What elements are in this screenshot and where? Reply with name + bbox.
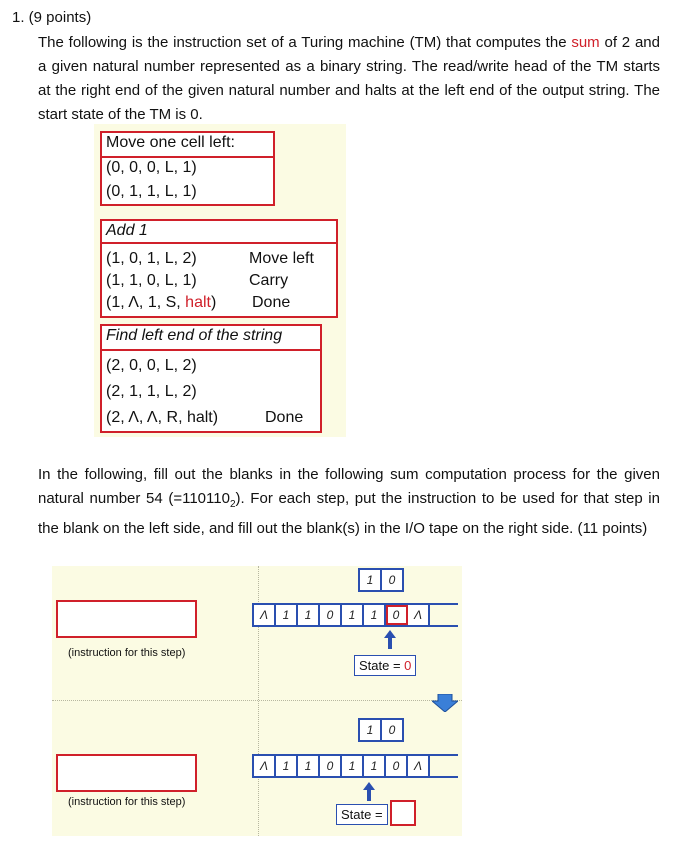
add-one-title: Add 1 bbox=[100, 219, 338, 244]
head-arrow-icon bbox=[383, 630, 397, 650]
find-left-note-3: Done bbox=[265, 409, 304, 426]
step-1-tape bbox=[252, 603, 430, 627]
tape-cell: 1 bbox=[298, 756, 320, 776]
add-one-line-2: (1, 1, 0, L, 1) bbox=[106, 272, 197, 289]
tape-cell: 1 bbox=[276, 756, 298, 776]
step-1-caption: (instruction for this step) bbox=[68, 647, 186, 659]
step-2-state-blank[interactable] bbox=[390, 800, 416, 826]
step-2-tape bbox=[252, 754, 430, 778]
add-one-note-1: Move left bbox=[249, 250, 314, 267]
find-left-title: Find left end of the string bbox=[100, 324, 322, 351]
step-divider bbox=[52, 700, 462, 701]
head-arrow-icon bbox=[362, 782, 376, 802]
find-left-line-3: (2, Λ, Λ, R, halt) bbox=[106, 409, 219, 426]
tape-cell: Λ bbox=[254, 605, 276, 625]
tape-cell: 0 bbox=[320, 605, 342, 625]
tape-tail bbox=[428, 754, 458, 778]
addend-cell: 0 bbox=[382, 570, 404, 590]
add-one-note-2: Carry bbox=[249, 272, 289, 289]
question-number: 1. (9 points) bbox=[12, 9, 92, 26]
step-1-instruction-blank[interactable] bbox=[56, 600, 197, 638]
tape-cell: 1 bbox=[298, 605, 320, 625]
intro-text-b: of 2 and a given natural number represented as a binary string. The read/write head of the TM starts at the right end of the given natural number and halts at the left end of the output string. The start state of the TM is 0. bbox=[38, 34, 660, 123]
tape-cell: 0 bbox=[386, 756, 408, 776]
tape-cell: Λ bbox=[254, 756, 276, 776]
tape-cell: 0 bbox=[320, 756, 342, 776]
addend-cell: 1 bbox=[360, 720, 382, 740]
step-2-instruction-blank[interactable] bbox=[56, 754, 197, 792]
step-2-addend bbox=[358, 718, 404, 742]
tape-cell: 1 bbox=[364, 605, 386, 625]
tape-cell: 1 bbox=[364, 756, 386, 776]
tape-cell: 1 bbox=[276, 605, 298, 625]
step-1-addend bbox=[358, 568, 404, 592]
find-left-line-1: (2, 0, 0, L, 2) bbox=[106, 357, 197, 374]
tape-cell: 1 bbox=[342, 605, 364, 625]
step-1-state: State = 0 bbox=[354, 655, 416, 676]
tape-cell: Λ bbox=[408, 605, 430, 625]
intro-text-a: The following is the instruction set of a Turing machine (TM) that computes the bbox=[38, 34, 572, 51]
addend-cell: 1 bbox=[360, 570, 382, 590]
move-left-line-1: (0, 0, 0, L, 1) bbox=[106, 159, 197, 176]
tape-cell: 1 bbox=[342, 756, 364, 776]
intro-sum-word: sum bbox=[571, 34, 600, 51]
task-instructions: In the following, fill out the blanks in the following sum computation process for the given natural number 54 $(=110110_2)$. For each step, put the instruction to be used for that step in the blank on the left side, and fill out the blank(s) in the I/O tape on the right side. (11 points) bbox=[38, 466, 660, 537]
tape-cell: Λ bbox=[408, 756, 430, 776]
instruction-set-panel bbox=[94, 124, 346, 437]
addend-cell: 0 bbox=[382, 720, 404, 740]
next-step-arrow-icon bbox=[432, 694, 458, 712]
question-intro bbox=[38, 31, 660, 127]
add-one-line-1: (1, 0, 1, L, 2) bbox=[106, 250, 197, 267]
tape-tail bbox=[428, 603, 458, 627]
step-2-state: State = bbox=[336, 804, 388, 825]
add-one-note-3: Done bbox=[252, 294, 291, 311]
move-left-title: Move one cell left: bbox=[100, 131, 275, 158]
find-left-line-2: (2, 1, 1, L, 2) bbox=[106, 383, 197, 400]
move-left-line-2: (0, 1, 1, L, 1) bbox=[106, 183, 197, 200]
tape-cell-head: 0 bbox=[386, 605, 408, 625]
add-one-line-3: (1, Λ, 1, S, halt) bbox=[106, 294, 217, 311]
step-2-caption: (instruction for this step) bbox=[68, 796, 186, 808]
